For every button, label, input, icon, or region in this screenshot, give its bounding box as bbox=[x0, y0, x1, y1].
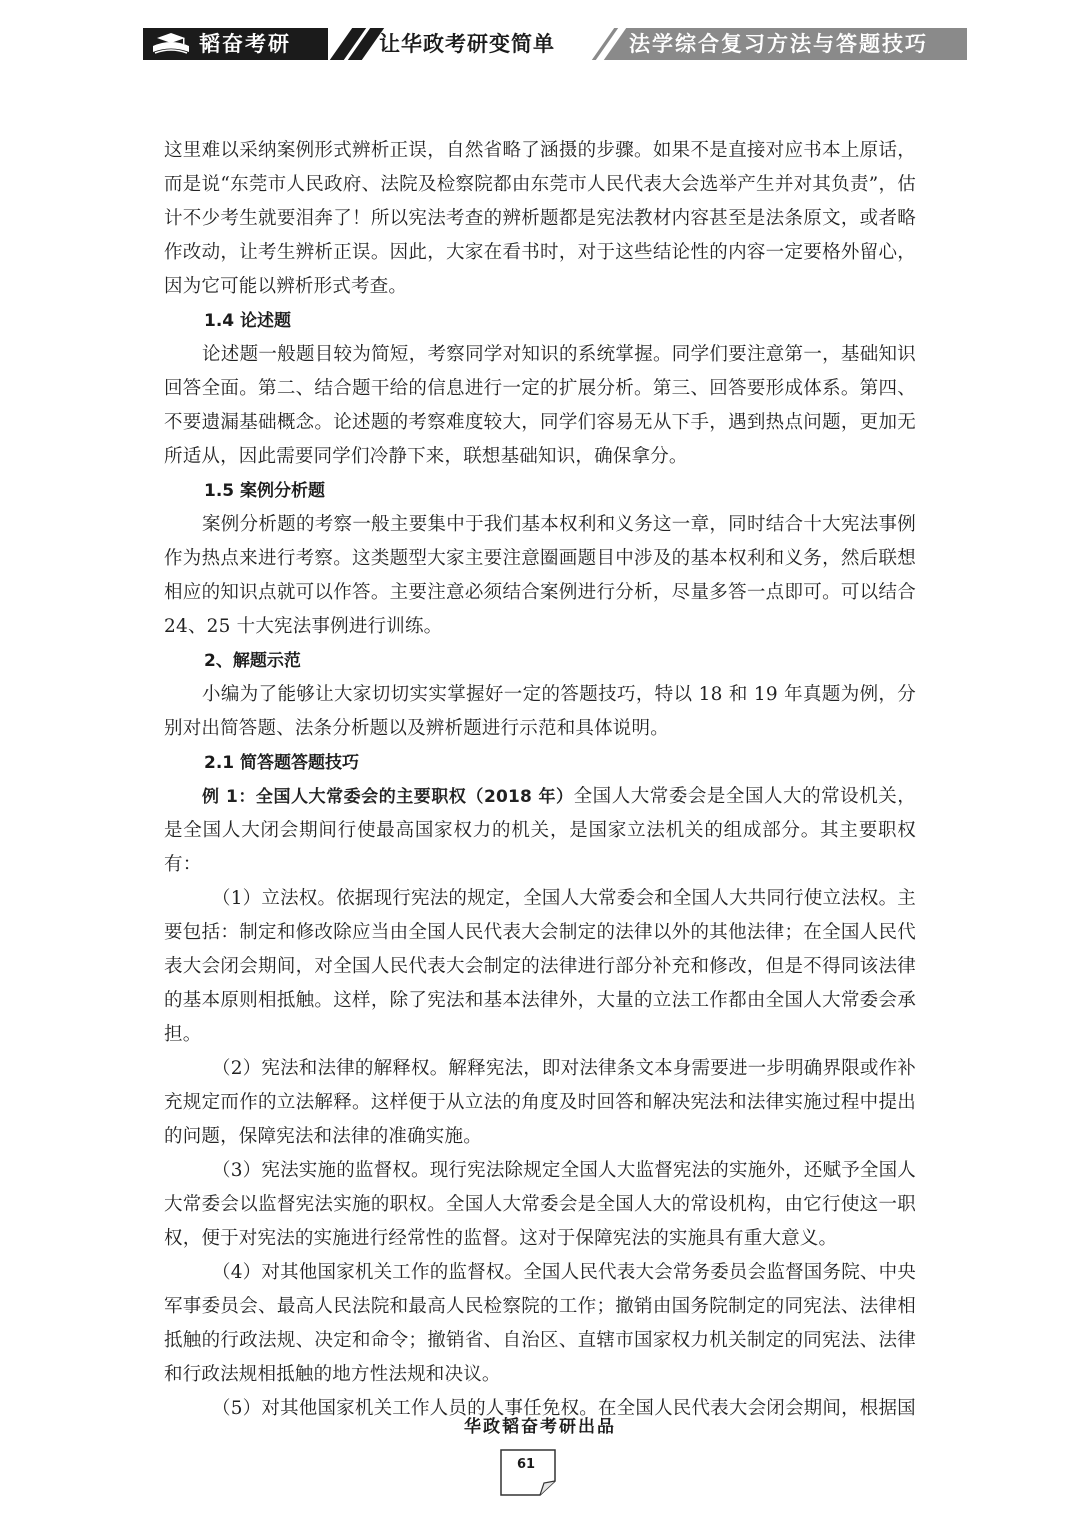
document-body bbox=[164, 134, 916, 1426]
section-heading-2: 2、解题示范 bbox=[204, 651, 301, 671]
header-brand: 韬奋考研 bbox=[199, 32, 291, 56]
header-subject: 法学综合复习方法与答题技巧 bbox=[629, 32, 928, 56]
book-cap-logo-icon bbox=[149, 32, 193, 56]
example-text: 全国人大常委会是全国人大的常设机关，是全国人大闭会期间行使最高国家权力的机关，是国家立法机关的组成部分。其主要职权有： bbox=[164, 786, 917, 875]
header-brand-block bbox=[143, 28, 328, 60]
list-item: （5）对其他国家机关工作人员的人事任免权。在全国人民代表大会闭会期间，根据国 bbox=[212, 1398, 916, 1419]
section-heading-1-4: 1.4 论述题 bbox=[204, 311, 292, 331]
header-subject-block bbox=[581, 28, 967, 60]
section-heading-2-1: 2.1 简答题答题技巧 bbox=[204, 753, 360, 773]
paragraph: 小编为了能够让大家切切实实掌握好一定的答题技巧，特以 18 和 19 年真题为例，分别对出简答题、法条分析题以及辨析题进行示范和具体说明。 bbox=[164, 684, 916, 739]
paragraph: 这里难以采纳案例形式辨析正误，自然省略了涵摄的步骤。如果不是直接对应书本上原话，而是说“东莞市人民政府、法院及检察院都由东莞市人民代表大会选举产生并对其负责”，估计不少考生就要泪奔了！所以宪法考查的辨析题都是宪法教材内容甚至是法条原文，或者略作改动，让考生辨析正误。因此，大家在看书时，对于这些结论性的内容一定要格外留心，因为它可能以辨析形式考查。 bbox=[164, 140, 916, 297]
example-paragraph bbox=[164, 780, 916, 882]
paragraph: 案例分析题的考察一般主要集中于我们基本权利和义务这一章，同时结合十大宪法事例作为热点来进行考察。这类题型大家主要注意圈画题目中涉及的基本权利和义务，然后联想相应的知识点就可以作答。主要注意必须结合案例进行分析，尽量多答一点即可。可以结合 24、25 十大宪法事例进行训练。 bbox=[164, 514, 916, 637]
list-item: （1）立法权。依据现行宪法的规定，全国人大常委会和全国人大共同行使立法权。主要包括：制定和修改除应当由全国人民代表大会制定的法律以外的其他法律；在全国人民代表大会闭会期间，对全国人民代表大会制定的法律进行部分补充和修改，但是不得同该法律的基本原则相抵触。这样，除了宪法和基本法律外，大量的立法工作都由全国人大常委会承担。 bbox=[164, 888, 916, 1045]
list-item: （3）宪法实施的监督权。现行宪法除规定全国人大监督宪法的实施外，还赋予全国人大常委会以监督宪法实施的职权。全国人大常委会是全国人大的常设机构，由它行使这一职权，便于对宪法的实施进行经常性的监督。这对于保障宪法的实施具有重大意义。 bbox=[164, 1160, 916, 1249]
example-lead: 例 1：全国人大常委会的主要职权（2018 年） bbox=[202, 787, 574, 807]
page-header bbox=[143, 28, 967, 60]
page-number: 61 bbox=[516, 1457, 536, 1472]
footer-credit: 华政韬奋考研出品 bbox=[464, 1417, 616, 1437]
paragraph: 论述题一般题目较为简短，考察同学对知识的系统掌握。同学们要注意第一，基础知识回答全面。第二、结合题干给的信息进行一定的扩展分析。第三、回答要形成体系。第四、不要遗漏基础概念。论述题的考察难度较大，同学们容易无从下手，遇到热点问题，更加无所适从，因此需要同学们冷静下来，联想基础知识，确保拿分。 bbox=[164, 344, 916, 467]
page-number-box bbox=[500, 1449, 558, 1497]
section-heading-1-5: 1.5 案例分析题 bbox=[204, 481, 326, 501]
header-slogan: 让华政考研变简单 bbox=[379, 32, 555, 56]
list-item: （4）对其他国家机关工作的监督权。全国人民代表大会常务委员会监督国务院、中央军事委员会、最高人民法院和最高人民检察院的工作；撤销由国务院制定的同宪法、法律相抵触的行政法规、决定和命令；撤销省、自治区、直辖市国家权力机关制定的同宪法、法律和行政法规相抵触的地方性法规和决议。 bbox=[164, 1262, 916, 1385]
list-item: （2）宪法和法律的解释权。解释宪法，即对法律条文本身需要进一步明确界限或作补充规定而作的立法解释。这样便于从立法的角度及时回答和解决宪法和法律实施过程中提出的问题，保障宪法和法律的准确实施。 bbox=[164, 1058, 916, 1147]
